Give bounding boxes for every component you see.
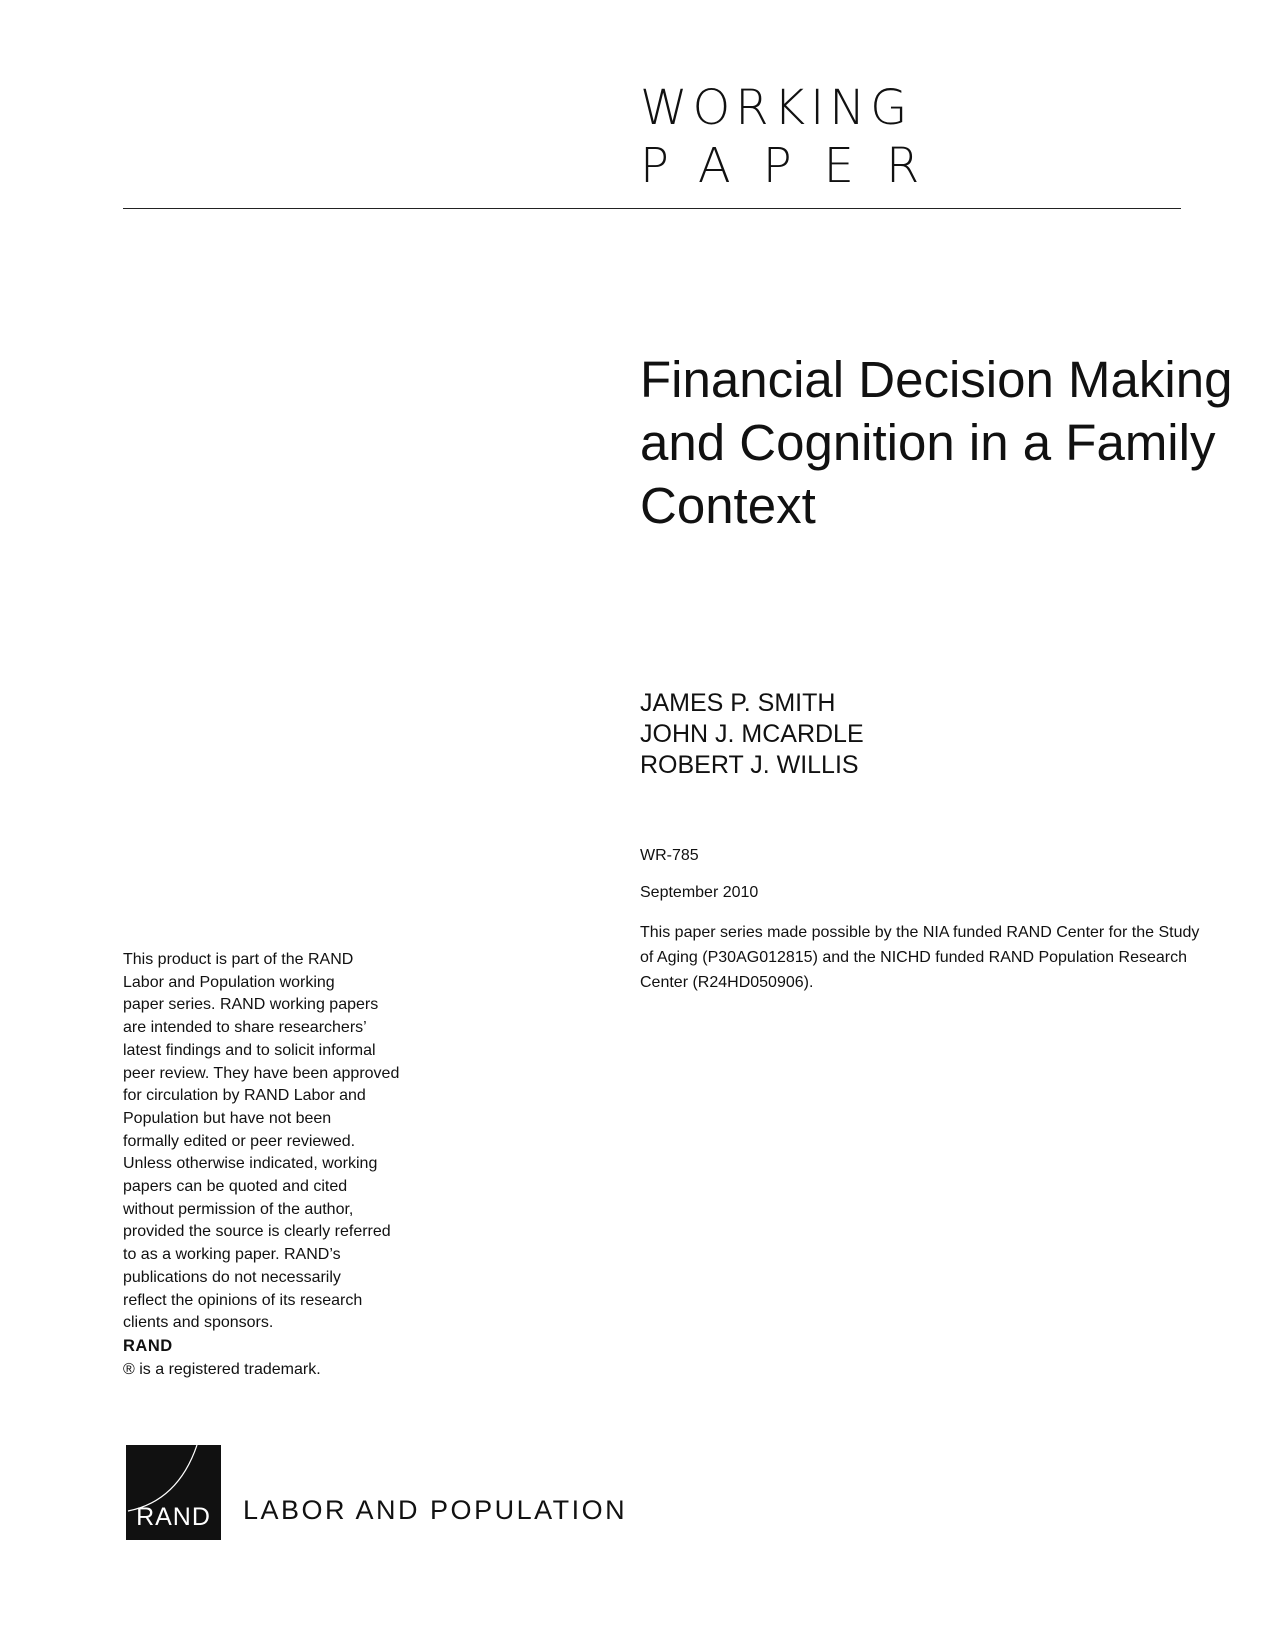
rand-logo-text: RAND: [136, 1503, 211, 1531]
disclaimer-line: Population but have not been: [123, 1109, 332, 1127]
trademark-brand: RAND: [123, 1336, 173, 1355]
working-paper-label-line1: WORKING: [640, 80, 913, 136]
disclaimer-line: This product is part of the RAND: [123, 951, 354, 968]
title-line: and Cognition in a Family: [640, 414, 1216, 471]
disclaimer-line: reflect the opinions of its research: [123, 1291, 363, 1309]
working-paper-label-line2: PAPER: [640, 138, 952, 194]
trademark-line: [123, 1335, 423, 1381]
disclaimer-line: provided the source is clearly referred: [123, 1223, 391, 1241]
disclaimer-line: clients and sponsors.: [123, 1314, 274, 1332]
rand-logo: [126, 1445, 221, 1540]
author-name: JOHN J. MCARDLE: [640, 720, 864, 748]
disclaimer-line: without permission of the author,: [123, 1200, 354, 1218]
author-list: [640, 688, 864, 781]
disclaimer-line: peer review. They have been approved: [123, 1064, 400, 1082]
funding-line: This paper series made possible by the NIA funded RAND Center for the Study: [640, 924, 1200, 941]
disclaimer-line: formally edited or peer reviewed.: [123, 1132, 356, 1150]
disclaimer-line: Unless otherwise indicated, working: [123, 1155, 378, 1173]
disclaimer-line: papers can be quoted and cited: [123, 1178, 348, 1196]
report-number: WR-785: [640, 847, 699, 864]
header-divider: [123, 208, 1181, 209]
disclaimer-line: to as a working paper. RAND’s: [123, 1246, 341, 1264]
disclaimer-line: Labor and Population working: [123, 973, 335, 991]
funding-note: [640, 920, 1220, 995]
funding-line: of Aging (P30AG012815) and the NICHD funded RAND Population Research: [640, 949, 1187, 966]
disclaimer-line: paper series. RAND working papers: [123, 996, 379, 1014]
paper-title: [640, 348, 1250, 537]
disclaimer-line: are intended to share researchers’: [123, 1019, 367, 1037]
title-line: Financial Decision Making: [640, 351, 1233, 408]
trademark-text: ® is a registered trademark.: [123, 1360, 321, 1378]
division-name: LABOR AND POPULATION: [243, 1495, 628, 1525]
author-name: JAMES P. SMITH: [640, 689, 836, 717]
publication-date: September 2010: [640, 884, 759, 901]
disclaimer-line: latest findings and to solicit informal: [123, 1041, 376, 1059]
funding-line: Center (R24HD050906).: [640, 974, 814, 991]
disclaimer-line: for circulation by RAND Labor and: [123, 1087, 366, 1105]
disclaimer-line: publications do not necessarily: [123, 1268, 341, 1286]
series-disclaimer: [123, 949, 423, 1381]
author-name: ROBERT J. WILLIS: [640, 751, 859, 779]
title-line: Context: [640, 477, 816, 534]
